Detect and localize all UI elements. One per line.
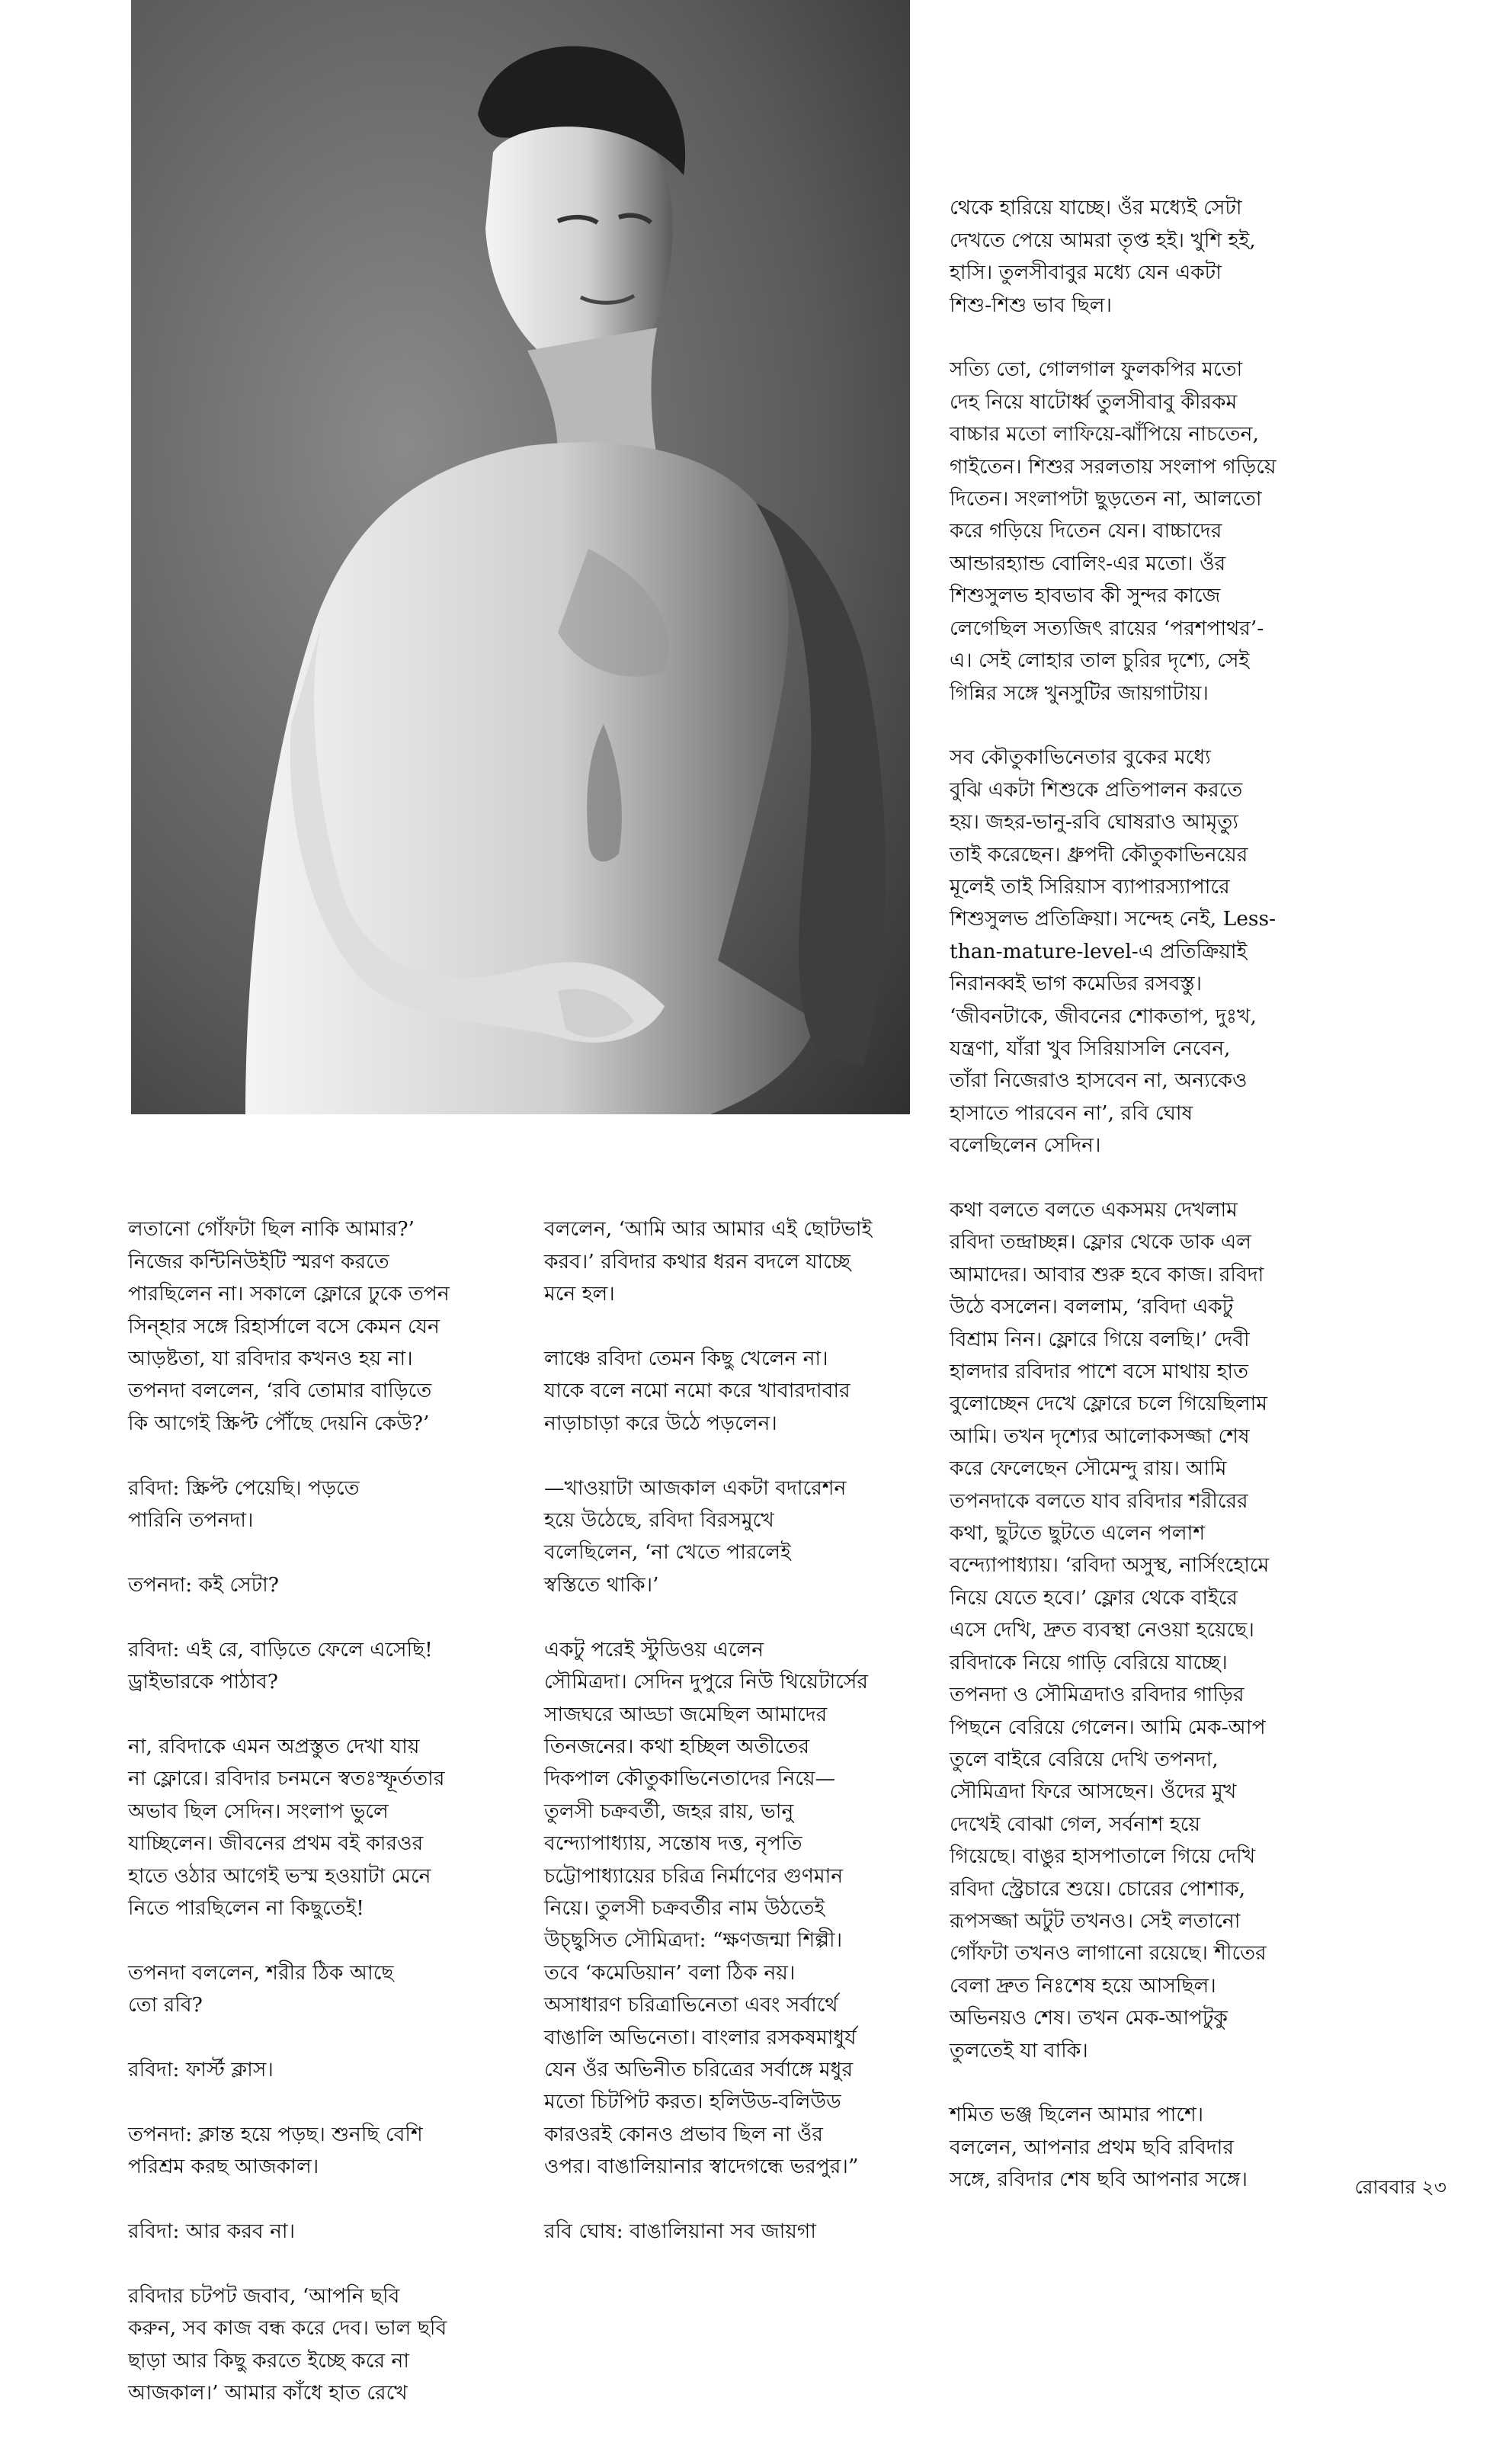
page-number: রোববার ২৩ [1354, 2176, 1446, 2198]
paragraph: রবিদার চটপট জবাব, ‘আপনি ছবি করুন, সব কাজ বন্ধ করে দেব। ভাল ছবি ছাড়া আর কিছু করতে ইচ্ছে করে না আজকাল।’ আমার কাঁধে হাত রেখে [128, 2283, 447, 2405]
paragraph: সব কৌতুকাভিনেতার বুকের মধ্যে বুঝি একটা শিশুকে প্রতিপালন করতে হয়। জহর-ভানু-রবি ঘোষরাও আমৃত্যু তাই করেছেন। ধ্রুপদী কৌতুকাভিনয়ের মূলেই তাই সিরিয়াস ব্যাপারস্যাপারে শিশুসুলভ প্রতিক্রিয়া। সন্দেহ নেই, Less- than-mature-level-এ প্রতিক্রিয়াই নিরানব্বই ভাগ কমেডির রসবস্তু। ‘জীবনটাকে, জীবনের শোকতাপ, দুঃখ, যন্ত্রণা, যাঁরা খুব সিরিয়াসলি নেবেন, তাঁরা নিজেরাও হাসবেন না, অন্যকেও হাসাতে পারবেন না’, রবি ঘোষ বলেছিলেন সেদিন। [950, 745, 1277, 1158]
portrait-photo [131, 0, 910, 1114]
article-column-left [128, 1181, 616, 2442]
paragraph: না, রবিদাকে এমন অপ্রস্তুত দেখা যায় না ফ্লোরে। রবিদার চনমনে স্বতঃস্ফূর্ততার অভাব ছিল সেদিন। সংলাপ ভুলে যাচ্ছিলেন। জীবনের প্রথম বই কারওর হাতে ওঠার আগেই ভস্ম হওয়াটা মেনে নিতে পারছিলেন না কিছুতেই! [128, 1734, 445, 1920]
paragraph: রবিদা: স্ক্রিপ্ট পেয়েছি। পড়তে পারিনি তপনদা। [128, 1476, 360, 1533]
article-column-right [950, 160, 1483, 2229]
paragraph: বললেন, ‘আমি আর আমার এই ছোটভাই করব।’ রবিদার কথার ধরন বদলে যাচ্ছে মনে হল। [544, 1217, 873, 1306]
paragraph: একটু পরেই স্টুডিওয় এলেন সৌমিত্রদা। সেদিন দুপুরে নিউ থিয়েটার্সের সাজঘরে আড্ডা জমেছিল আমাদের তিনজনের। কথা হচ্ছিল অতীতের দিকপাল কৌতুকাভিনেতাদের নিয়ে— তুলসী চক্রবর্তী, জহর রায়, ভানু বন্দ্যোপাধ্যায়, সন্তোষ দত্ত, নৃপতি চট্টোপাধ্যায়ের চরিত্র নির্মাণের গুণমান নিয়ে। তুলসী চক্রবর্তীর নাম উঠতেই উচ্ছ্বসিত সৌমিত্রদা: “ক্ষণজন্মা শিল্পী। তবে ‘কমেডিয়ান’ বলা ঠিক নয়। অসাধারণ চরিত্রাভিনেতা এবং সর্বার্থে বাঙালি অভিনেতা। বাংলার রসকষমাধুর্য যেন ওঁর অভিনীত চরিত্রের সর্বাঙ্গে মধুর মতো চিটপিট করত। হলিউড-বলিউড কারওরই কোনও প্রভাব ছিল না ওঁর ওপর। বাঙালিয়ানার স্বাদেগন্ধে ভরপুর।” [544, 1637, 868, 2179]
paragraph: রবিদা: এই রে, বাড়িতে ফেলে এসেছি! ড্রাইভারকে পাঠাব? [128, 1637, 433, 1694]
article-column-middle [544, 1181, 937, 2280]
paragraph: তপনদা: কই সেটা? [128, 1572, 279, 1597]
paragraph: তপনদা বললেন, শরীর ঠিক আছে তো রবি? [128, 1960, 394, 2017]
paragraph: রবিদা: ফার্স্ট ক্লাস। [128, 2057, 274, 2081]
paragraph: শমিত ভঞ্জ ছিলেন আমার পাশে। বললেন, আপনার প্রথম ছবি রবিদার সঙ্গে, রবিদার শেষ ছবি আপনার সঙ্গে। [950, 2103, 1248, 2192]
paragraph: —খাওয়াটা আজকাল একটা বদারেশন হয়ে উঠেছে, রবিদা বিরসমুখে বলেছিলেন, ‘না খেতে পারলেই স্বস্তিতে থাকি।’ [544, 1476, 847, 1597]
paragraph: রবি ঘোষ: বাঙালিয়ানা সব জায়গা [544, 2219, 816, 2243]
paragraph: সত্যি তো, গোলগাল ফুলকপির মতো দেহ নিয়ে ষাটোর্ধ্ব তুলসীবাবু কীরকম বাচ্চার মতো লাফিয়ে-ঝাঁপিয়ে নাচতেন, গাইতেন। শিশুর সরলতায় সংলাপ গড়িয়ে দিতেন। সংলাপটা ছুড়তেন না, আলতো করে গড়িয়ে দিতেন যেন। বাচ্চাদের আন্ডারহ্যান্ড বোলিং-এর মতো। ওঁর শিশুসুলভ হাবভাব কী সুন্দর কাজে লেগেছিল সত্যজিৎ রায়ের ‘পরশপাথর’- এ। সেই লোহার তাল চুরির দৃশ্যে, সেই গিন্নির সঙ্গে খুনসুটির জায়গাটায়। [950, 357, 1277, 705]
portrait-icon [131, 0, 910, 1114]
paragraph: লাঞ্চে রবিদা তেমন কিছু খেলেন না। যাকে বলে নমো নমো করে খাবারদাবার নাড়াচাড়া করে উঠে পড়লেন। [544, 1347, 850, 1435]
paragraph: তপনদা: ক্লান্ত হয়ে পড়ছ। শুনছি বেশি পরিশ্রম করছ আজকাল। [128, 2122, 423, 2179]
paragraph: থেকে হারিয়ে যাচ্ছে। ওঁর মধ্যেই সেটা দেখতে পেয়ে আমরা তৃপ্ত হই। খুশি হই, হাসি। তুলসীবাবুর মধ্যে যেন একটা শিশু-শিশু ভাব ছিল। [950, 196, 1256, 317]
paragraph: রবিদা: আর করব না। [128, 2219, 296, 2243]
paragraph: কথা বলতে বলতে একসময় দেখলাম রবিদা তন্দ্রাচ্ছন্ন। ফ্লোর থেকে ডাক এল আমাদের। আবার শুরু হবে কাজ। রবিদা উঠে বসলেন। বললাম, ‘রবিদা একটু বিশ্রাম নিন। ফ্লোরে গিয়ে বলছি।’ দেবী হালদার রবিদার পাশে বসে মাথায় হাত বুলোচ্ছেন দেখে ফ্লোরে চলে গিয়েছিলাম আমি। তখন দৃশ্যের আলোকসজ্জা শেষ করে ফেলেছেন সৌমেন্দু রায়। আমি তপনদাকে বলতে যাব রবিদার শরীরের কথা, ছুটতে ছুটতে এলেন পলাশ বন্দ্যোপাধ্যায়। ‘রবিদা অসুস্থ, নার্সিংহোমে নিয়ে যেতে হবে।’ ফ্লোর থেকে বাইরে এসে দেখি, দ্রুত ব্যবস্থা নেওয়া হয়েছে। রবিদাকে নিয়ে গাড়ি বেরিয়ে যাচ্ছে। তপনদা ও সৌমিত্রদাও রবিদার গাড়ির পিছনে বেরিয়ে গেলেন। আমি মেক-আপ তুলে বাইরে বেরিয়ে দেখি তপনদা, সৌমিত্রদা ফিরে আসছেন। ওঁদের মুখ দেখেই বোঝা গেল, সর্বনাশ হয়ে গিয়েছে। বাঙুর হাসপাতালে গিয়ে দেখি রবিদা স্ট্রেচারে শুয়ে। চোরের পোশাক, রূপসজ্জা অটুট তখনও। সেই লতানো গোঁফটা তখনও লাগানো রয়েছে। শীতের বেলা দ্রুত নিঃশেষ হয়ে আসছিল। অভিনয়ও শেষ। তখন মেক-আপটুকু তুলতেই যা বাকি। [950, 1198, 1270, 2062]
paragraph: লতানো গোঁফটা ছিল নাকি আমার?’ নিজের কন্টিনিউইটি স্মরণ করতে পারছিলেন না। সকালে ফ্লোরে ঢুকে তপন সিন্হার সঙ্গে রিহার্সালে বসে কেমন যেন আড়ষ্টতা, যা রবিদার কখনও হয় না। তপনদা বললেন, ‘রবি তোমার বাড়িতে কি আগেই স্ক্রিপ্ট পৌঁছে দেয়নি কেউ?’ [128, 1217, 450, 1435]
